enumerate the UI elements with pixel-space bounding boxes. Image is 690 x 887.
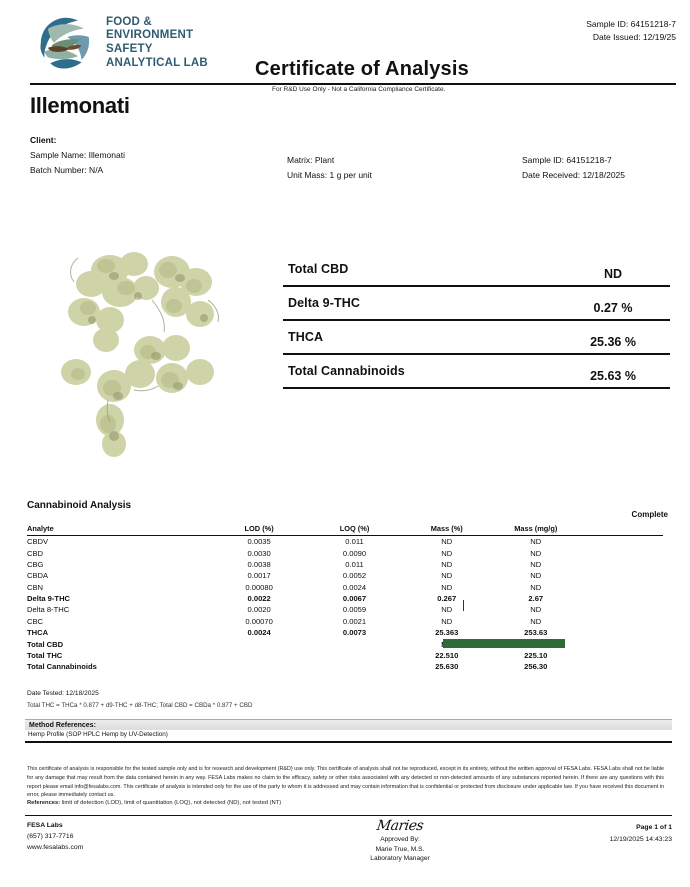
lab-website[interactable]: www.fesalabs.com: [27, 843, 84, 851]
column-header-lod: LOD (%): [211, 524, 306, 536]
cell-loq: 0.0073: [342, 628, 367, 638]
method-references-bar: [25, 719, 672, 730]
summary-analyte-value: 0.27 %: [593, 301, 633, 315]
cell-lod: 0.0038: [247, 559, 271, 569]
column-header-analyte: Analyte: [27, 524, 211, 536]
cell-mass-mgg: 2.67: [528, 594, 544, 604]
cell-spacer: [580, 616, 663, 627]
analysis-status-badge: Complete: [631, 510, 668, 519]
column-header-spacer: [580, 524, 663, 536]
cell-spacer: [580, 582, 663, 593]
lab-phone: (657) 317-7716: [27, 832, 74, 840]
cell-loq: 0.011: [345, 559, 364, 569]
cell-loq: 0.0021: [342, 616, 367, 626]
footer-divider: [25, 815, 672, 816]
client-name-heading: Illemonati: [30, 93, 130, 118]
column-header-mass-pct: Mass (%): [402, 524, 491, 536]
header-date-issued: Date Issued: 12/19/25: [592, 32, 676, 43]
method-references-body: Hemp Profile (SOP HPLC Hemp by UV-Detection): [28, 731, 168, 738]
cell-mass-pct: 25.363: [435, 628, 459, 638]
logo-line-2: ENVIRONMENT: [106, 29, 194, 42]
cell-mass-mgg: ND: [530, 616, 542, 626]
cell-loq: 0.0090: [342, 548, 367, 558]
page-info-block: [610, 822, 672, 845]
client-label: Client:: [30, 135, 57, 145]
table-row: [27, 536, 663, 548]
cell-analyte: CBD: [27, 548, 44, 558]
cell-mass-pct: ND: [441, 537, 453, 547]
cell-mass-mgg: ND: [530, 537, 542, 547]
summary-analyte-value: 25.63 %: [590, 369, 636, 383]
cell-spacer: [580, 593, 663, 604]
cell-lod: [211, 661, 306, 672]
table-row: [27, 638, 663, 649]
disclaimer-text: This certificate of analysis is responsible for the tested sample only and is for research and development (R&D) use only. This certificate of analysis shall not be reproduced, except in its entirety, without the written approval of FESA Labs. FESA Labs shall not be liable for any damage that may result from the data contained herein in any way. FESA Labs makes no claim to the efficacy, safety or other risks associated with any detected or non-detected amounts of any substances reported herein. If there are any questions with this report please email info@fesalabs.com. This certificate of analysis is intended only for the use of the party to whom it is addressed and may contain information that is confidential or protected from disclosure under applicable law. If you have received this document in error, please immediately contact us.: [27, 766, 664, 799]
sample-photo: [48, 240, 248, 462]
summary-row: [283, 253, 670, 287]
references-line: [27, 800, 281, 806]
cell-loq: [307, 661, 402, 672]
cell-analyte: Delta 8-THC: [27, 605, 70, 615]
lab-name: FESA Labs: [27, 822, 63, 829]
cell-spacer: [580, 638, 663, 649]
cell-mass-pct: ND: [441, 571, 453, 581]
cell-mass-mgg: ND: [530, 605, 542, 615]
thca-highlight-bar: [443, 639, 565, 648]
client-batch-number: Batch Number: N/A: [30, 164, 104, 175]
table-row: [27, 616, 663, 627]
cell-loq: [307, 638, 402, 649]
summary-analyte-value: 25.36 %: [590, 335, 636, 349]
cell-lod: [211, 638, 306, 649]
signature-block: [330, 818, 470, 864]
page-title: Certificate of Analysis: [255, 58, 469, 80]
logo-line-1: FOOD &: [106, 15, 152, 28]
summary-analyte-value: ND: [603, 267, 623, 281]
table-row: [27, 547, 663, 558]
sample-received-block: [522, 153, 625, 183]
references-label: References:: [27, 800, 61, 806]
cell-spacer: [580, 570, 663, 581]
cell-mass-pct: ND: [441, 559, 453, 569]
cell-mass-mgg: ND: [530, 582, 542, 592]
sample-date-received: Date Received: 12/18/2025: [522, 169, 626, 180]
cannabinoid-analysis-title: Cannabinoid Analysis: [27, 500, 132, 511]
sample-matrix-block: [287, 153, 372, 183]
cell-lod: 0.0022: [247, 594, 271, 604]
cell-mass-pct: 25.630: [435, 662, 459, 672]
sample-matrix: Matrix: Plant: [287, 155, 335, 165]
table-row: [27, 593, 663, 604]
table-row: [27, 559, 663, 570]
cell-lod: 0.0035: [247, 537, 271, 547]
table-row: [27, 650, 663, 661]
logo-line-4: ANALYTICAL LAB: [106, 56, 208, 69]
cell-mass-mgg: 253.63: [524, 628, 548, 638]
table-row: [27, 627, 663, 638]
cell-spacer: [580, 650, 663, 661]
approver-title: Laboratory Manager: [370, 855, 430, 863]
cell-loq: 0.0059: [342, 605, 367, 615]
table-row: [27, 570, 663, 581]
summary-analyte-name: Total Cannabinoids: [288, 364, 405, 378]
summary-analyte-name: THCA: [288, 330, 324, 344]
cell-spacer: [580, 547, 663, 558]
cell-loq: 0.0067: [342, 594, 367, 604]
cell-spacer: [580, 627, 663, 638]
cell-lod: 0.00070: [245, 616, 273, 626]
approved-by-label: Approved By:: [380, 836, 420, 843]
cell-mass-mgg: ND: [530, 559, 542, 569]
cell-spacer: [580, 536, 663, 548]
cell-spacer: [580, 661, 663, 672]
summary-results-table: [283, 253, 670, 389]
page-subtitle: For R&D Use Only - Not a California Compliance Certificate.: [272, 86, 446, 93]
summary-row: [283, 321, 670, 355]
cell-mass-pct: 0.267: [437, 594, 457, 604]
header-divider: [30, 83, 676, 85]
cell-analyte: THCA: [27, 628, 49, 638]
method-divider: [25, 741, 672, 743]
cell-mass-pct: ND: [441, 605, 453, 615]
cell-analyte: CBG: [27, 559, 44, 569]
signature-image: Maries: [375, 818, 425, 834]
cell-lod: 0.0017: [247, 571, 271, 581]
header-sample-id: Sample ID: 64151218-7: [586, 19, 676, 29]
sample-id: Sample ID: 64151218-7: [522, 155, 612, 165]
cell-analyte: Total THC: [27, 650, 63, 660]
cell-lod: [211, 650, 306, 661]
cell-lod: 0.0030: [247, 548, 271, 558]
document-header: [0, 0, 690, 92]
sample-unit-mass: Unit Mass: 1 g per unit: [287, 169, 373, 180]
table-row: [27, 661, 663, 672]
cell-loq: [307, 650, 402, 661]
cell-analyte: CBN: [27, 582, 44, 592]
logo-line-3: SAFETY: [106, 43, 153, 55]
lab-logo-text: [106, 16, 208, 70]
summary-row: [283, 287, 670, 321]
column-header-loq: LOQ (%): [307, 524, 402, 536]
cell-mass-pct: ND: [441, 616, 453, 626]
cannabis-buds-image: [48, 240, 248, 462]
cell-analyte: Delta 9-THC: [27, 594, 71, 604]
cell-analyte: Total Cannabinoids: [27, 662, 97, 672]
summary-analyte-name: Delta 9-THC: [288, 296, 360, 310]
cannabinoid-analysis-table: [27, 524, 663, 673]
cell-mass-mgg: 256.30: [524, 662, 548, 672]
cell-spacer: [580, 604, 663, 615]
date-tested: Date Tested: 12/18/2025: [27, 690, 99, 697]
lab-contact-info: [27, 821, 83, 854]
page-number: Page 1 of 1: [636, 824, 672, 831]
cell-spacer: [580, 559, 663, 570]
column-header-mass-mgg: Mass (mg/g): [491, 524, 580, 536]
cell-mass-mgg: ND: [530, 548, 542, 558]
fesa-logo-icon: [36, 14, 96, 72]
cell-mass-pct: ND: [441, 582, 453, 592]
references-text: limit of detection (LOD), limit of quantitation (LOQ), not detected (ND), not tested (NT): [60, 800, 282, 806]
client-info-block: [30, 133, 125, 178]
summary-analyte-name: Total CBD: [288, 262, 349, 276]
cell-mass-pct: ND: [441, 548, 453, 558]
cell-analyte: CBC: [27, 616, 44, 626]
annotation-tick-mark: [463, 600, 464, 611]
report-timestamp: 12/19/2025 14:43:23: [609, 835, 672, 843]
table-row: [27, 604, 663, 615]
cell-analyte: Total CBD: [27, 639, 64, 649]
calculation-formula: Total THC = THCa * 0.877 + d9-THC + d8-THC; Total CBD = CBDa * 0.877 + CBD: [27, 702, 253, 709]
cell-analyte: CBDV: [27, 537, 49, 547]
approver-name: Marie True, M.S.: [375, 845, 425, 853]
lab-logo: [36, 14, 208, 72]
table-header-row: [27, 524, 663, 536]
cell-lod: 0.00080: [245, 582, 273, 592]
cell-loq: 0.0052: [342, 571, 367, 581]
method-references-heading: Method References:: [29, 721, 96, 729]
table-row: [27, 582, 663, 593]
cell-mass-mgg: ND: [530, 571, 542, 581]
client-sample-name: Sample Name: Illemonati: [30, 149, 125, 160]
signature-details: [330, 835, 470, 864]
summary-row: [283, 355, 670, 389]
header-sample-meta: [586, 18, 676, 44]
cell-lod: 0.0024: [247, 628, 271, 638]
cell-loq: 0.0024: [342, 582, 367, 592]
cell-mass-mgg: 225.10: [524, 650, 548, 660]
cell-mass-pct: 22.510: [435, 650, 459, 660]
cell-analyte: CBDA: [27, 571, 49, 581]
cell-lod: 0.0020: [247, 605, 271, 615]
cell-loq: 0.011: [345, 537, 364, 547]
